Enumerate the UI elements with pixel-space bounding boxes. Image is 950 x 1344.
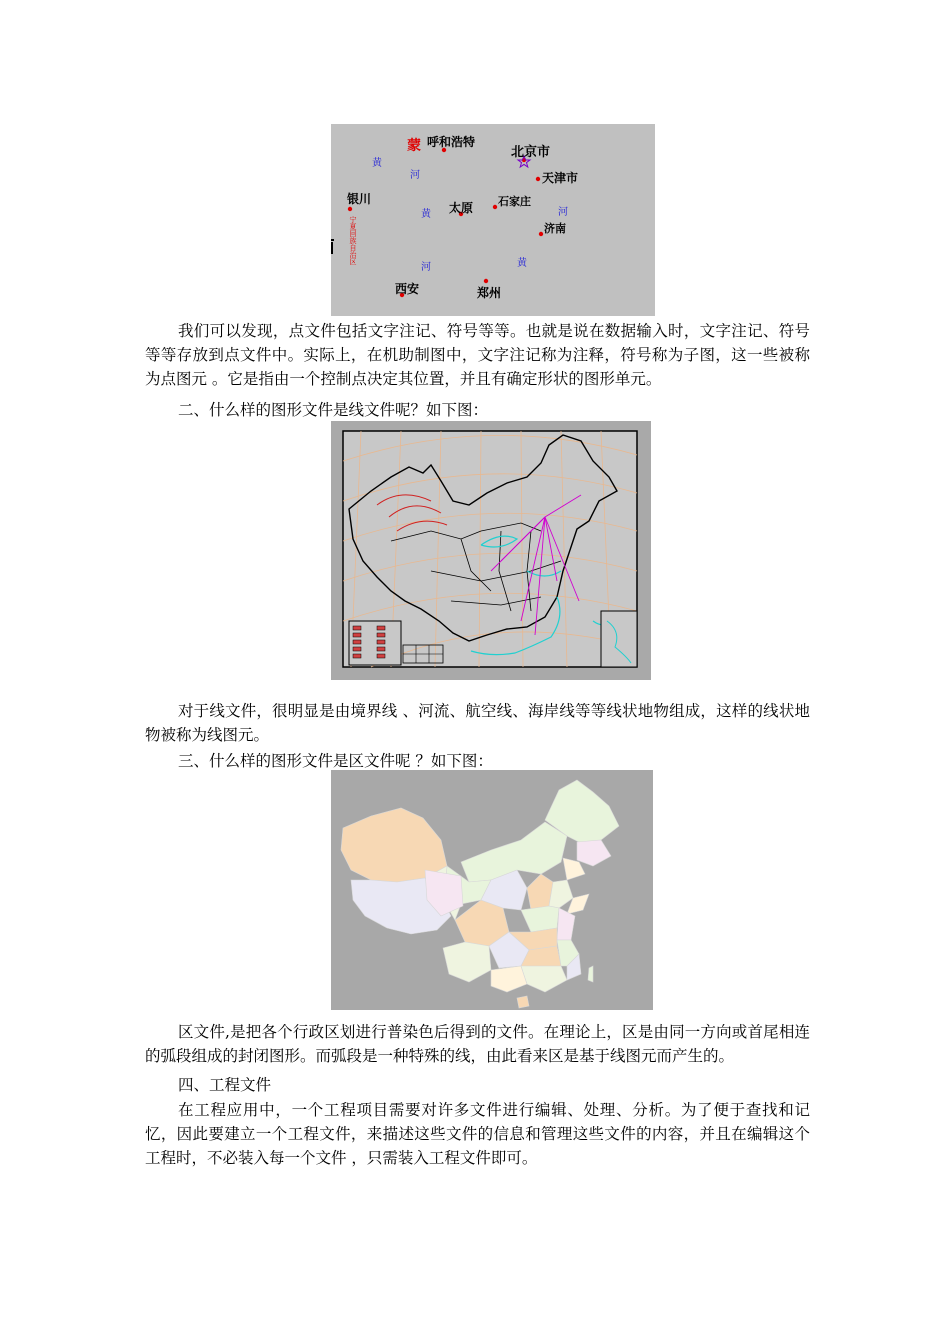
label-he-1: 河 xyxy=(410,170,420,181)
label-meng: 蒙 xyxy=(407,138,421,154)
area-file-figure xyxy=(331,770,653,1010)
heading-2: 二、什么样的图形文件是线文件呢？如下图： xyxy=(178,401,489,419)
heading-4: 四、工程文件 xyxy=(178,1076,272,1094)
line-file-figure xyxy=(331,421,651,680)
label-taiyuan: 太原 xyxy=(449,201,474,215)
label-he-2: 河 xyxy=(558,207,568,218)
paragraph-1: 我们可以发现，点文件包括文字注记、符号等等。也就是说在数据输入时，文字注记、符号等等存放到点文件中。实际上，在机助制图中，文字注记称为注释，符号称为子图，这一些被称为点图元 。它是指由一个控制点决定其位置，并且有确定形状的图形单元。 xyxy=(145,322,810,388)
label-shijiazhuang: 石家庄 xyxy=(498,195,531,208)
label-tianjin: 天津市 xyxy=(542,171,579,185)
paragraph-3: 区文件,是把各个行政区划进行普染色后得到的文件。在理论上，区是由同一方向或首尾相连的弧段组成的封闭图形。而弧段是一种特殊的线，由此看来区是基于线图元而产生的。 xyxy=(145,1023,810,1065)
label-ningxia: 宁夏回族自治区 xyxy=(349,216,357,265)
label-he-3: 河 xyxy=(421,262,431,273)
paragraph-4: 在工程应用中，一个工程项目需要对许多文件进行编辑、处理、分析。为了便于查找和记忆，因此要建立一个工程文件，来描述这些文件的信息和管理这些文件的内容，并且在编辑这个工程时，不必装入每一个文件 ，只需装入工程文件即可。 xyxy=(145,1101,810,1167)
label-xian: 西安 xyxy=(395,282,420,296)
label-huang-2: 黄 xyxy=(421,209,431,220)
paragraph-2: 对于线文件，很明显是由境界线 、河流、航空线、海岸线等等线状地物组成，这样的线状地物被称为线图元。 xyxy=(145,702,810,744)
label-zhengzhou: 郑州 xyxy=(477,286,502,300)
heading-3: 三、什么样的图形文件是区文件呢 ？如下图： xyxy=(178,752,493,770)
point-file-figure xyxy=(331,124,655,316)
label-beijing: 北京市 xyxy=(511,145,551,160)
label-jinan: 济南 xyxy=(544,222,566,235)
label-huang-3: 黄 xyxy=(517,258,527,269)
label-huang-1: 黄 xyxy=(372,158,382,169)
label-yinchuan: 银川 xyxy=(347,192,372,206)
label-hohhot: 呼和浩特 xyxy=(427,135,476,149)
